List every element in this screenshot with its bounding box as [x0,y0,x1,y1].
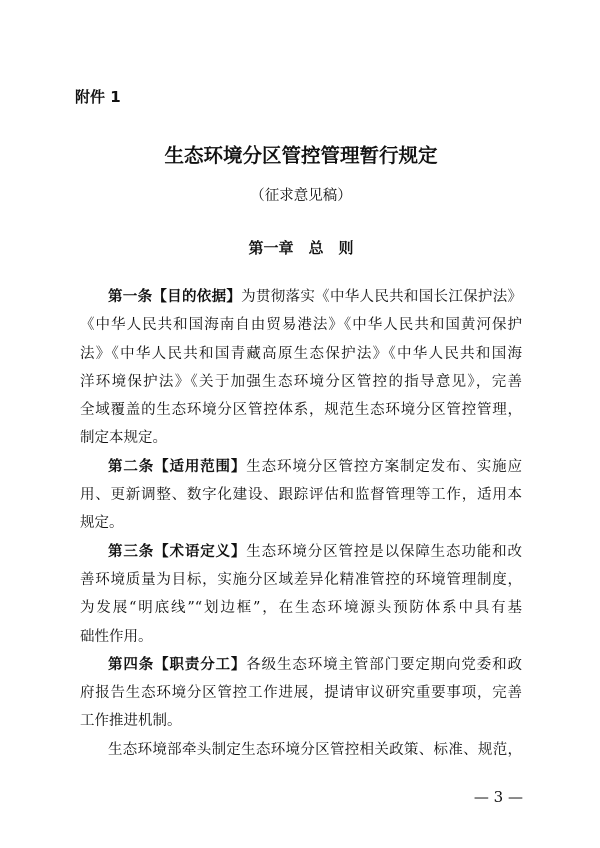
draft-status-label: （征求意见稿） [250,188,352,204]
chapter-heading: 第一章 总 则 [248,239,354,257]
article-3-line-2: 善环境质量为目标，实施分区域差异化精准管控的环境管理制度， [80,571,522,588]
article-2 [80,453,522,538]
article-4-line-3: 工作推进机制。 [80,713,182,730]
article-body [80,283,522,764]
article-2-line-2: 用、更新调整、数字化建设、跟踪评估和监督管理等工作，适用本 [80,487,522,504]
continuation-paragraph [80,736,522,764]
article-1-line-2: 《中华人民共和国海南自由贸易港法》《中华人民共和国黄河保护 [80,317,522,334]
article-1-line-4: 洋环境保护法》《关于加强生态环境分区管控的指导意见》，完善 [80,373,522,390]
document-title: 生态环境分区管控管理暂行规定 [164,144,438,167]
article-3 [80,538,522,651]
page-number: — 3 — [473,788,523,806]
article-4-text-start: 各级生态环境主管部门要定期向党委和政 [246,656,522,673]
article-1-line-6: 制定本规定。 [80,430,167,447]
article-3-line-3: 为发展“明底线”“划边框”，在生态环境源头预防体系中具有基 [80,600,522,617]
article-2-text-start: 生态环境分区管控方案制定发布、实施应 [246,458,522,475]
article-1 [80,283,522,453]
article-3-text-start: 生态环境分区管控是以保障生态功能和改 [246,543,522,560]
article-4-line-1 [80,651,522,679]
article-1-line-5: 全域覆盖的生态环境分区管控体系，规范生态环境分区管控管理， [80,402,522,419]
article-1-line-3: 法》《中华人民共和国青藏高原生态保护法》《中华人民共和国海 [80,345,522,362]
article-1-heading: 第一条【目的依据】 [108,289,242,305]
attachment-label: 附件 1 [75,88,121,106]
article-1-line-1 [80,283,522,311]
article-3-line-4: 础性作用。 [80,628,153,645]
article-2-line-1 [80,453,522,481]
article-1-text-start: 为贯彻落实《中华人民共和国长江保护法》 [241,289,522,305]
continuation-line-1: 生态环境部牵头制定生态环境分区管控相关政策、标准、规范， [108,741,522,758]
article-4-heading: 第四条【职责分工】 [108,656,247,673]
article-3-line-1 [80,538,522,566]
article-2-heading: 第二条【适用范围】 [108,458,247,475]
article-3-heading: 第三条【术语定义】 [108,543,247,560]
article-2-line-3: 规定。 [80,515,124,532]
article-4 [80,651,522,736]
article-4-line-2: 府报告生态环境分区管控工作进展，提请审议研究重要事项，完善 [80,685,522,702]
